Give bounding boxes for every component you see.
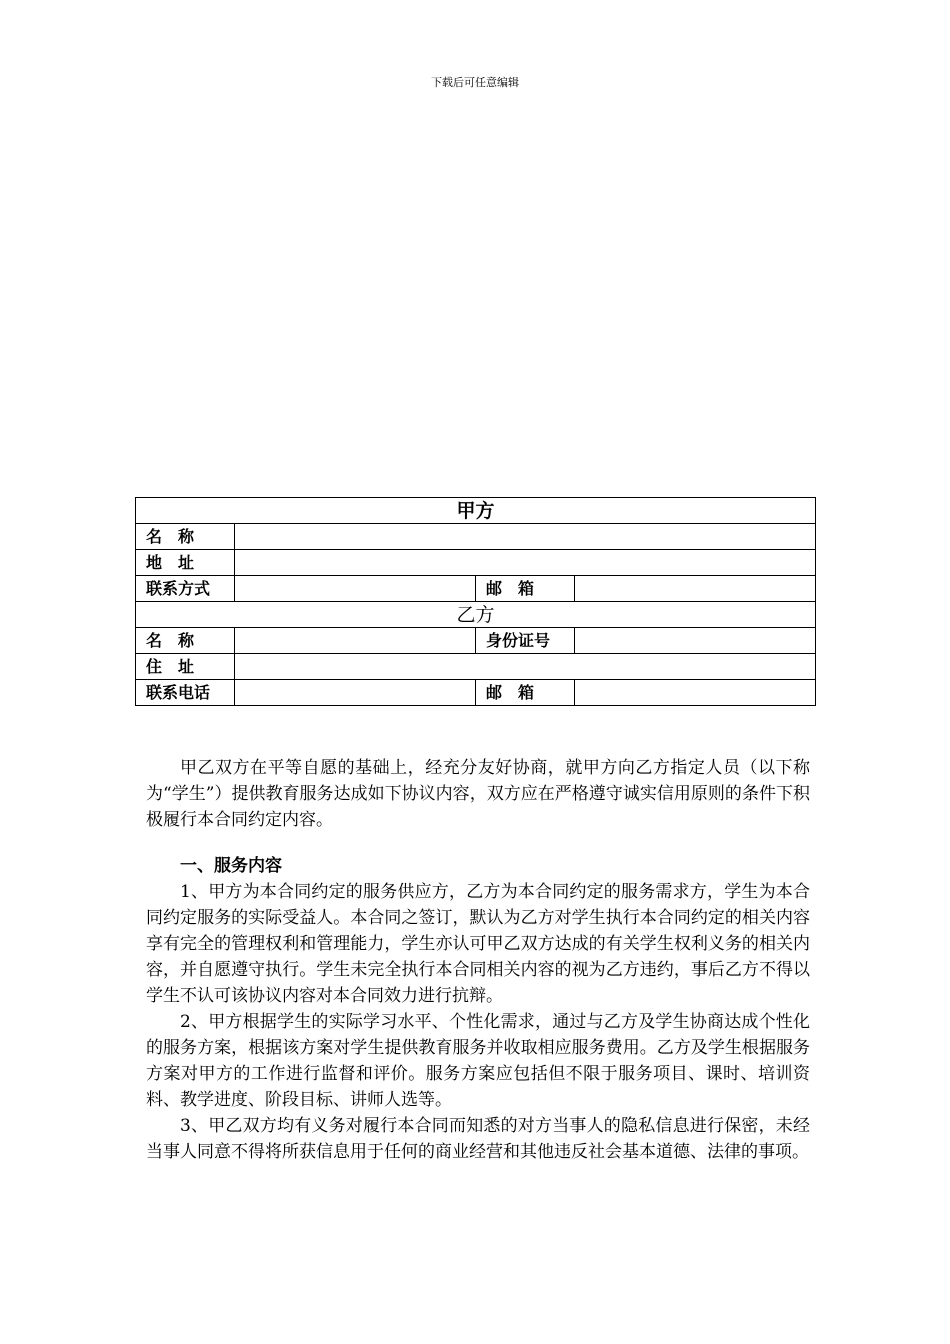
party-a-title: 甲方 [136,498,816,524]
clause-3: 3、甲乙双方均有义务对履行本合同而知悉的对方当事人的隐私信息进行保密，未经当事人同意不得将所获信息用于任何的商业经营和其他违反社会基本道德、法律的事项。 [146,1116,810,1162]
party-a-contact-value[interactable] [235,576,476,602]
party-a-address-row [136,550,816,576]
party-b-id-value[interactable] [575,628,816,654]
party-a-name-label: 名 称 [136,524,235,550]
party-b-name-value[interactable] [235,628,476,654]
party-b-email-value[interactable] [575,680,816,706]
intro-block [146,755,810,833]
header-note: 下载后可任意编辑 [431,76,519,89]
party-a-header-row [136,498,816,524]
party-a-address-label: 地 址 [136,550,235,576]
party-b-address-value[interactable] [235,654,816,680]
party-b-address-row [136,654,816,680]
party-b-phone-value[interactable] [235,680,476,706]
party-b-title: 乙方 [136,602,816,628]
party-a-address-value[interactable] [235,550,816,576]
clause-1: 1、甲方为本合同约定的服务供应方，乙方为本合同约定的服务需求方，学生为本合同约定服务的实际受益人。本合同之签订，默认为乙方对学生执行本合同约定的相关内容享有完全的管理权利和管理能力，学生亦认可甲乙双方达成的有关学生权利义务的相关内容，并自愿遵守执行。学生未完全执行本合同相关内容的视为乙方违约，事后乙方不得以学生不认可该协议内容对本合同效力进行抗辩。 [146,882,810,1006]
party-b-address-label: 住 址 [136,654,235,680]
section-heading: 一、服务内容 [180,856,282,876]
party-b-name-row [136,628,816,654]
parties-table [135,497,816,706]
party-a-contact-row [136,576,816,602]
intro-paragraph: 甲乙双方在平等自愿的基础上，经充分友好协商，就甲方向乙方指定人员（以下称为“学生”）提供教育服务达成如下协议内容，双方应在严格遵守诚实信用原则的条件下积极履行本合同约定内容。 [146,758,810,830]
party-b-phone-row [136,680,816,706]
clause-2: 2、甲方根据学生的实际学习水平、个性化需求，通过与乙方及学生协商达成个性化的服务方案，根据该方案对学生提供教育服务并收取相应服务费用。乙方及学生根据服务方案对甲方的工作进行监督和评价。服务方案应包括但不限于服务项目、课时、培训资料、教学进度、阶段目标、讲师人选等。 [146,1012,810,1110]
party-a-name-value[interactable] [235,524,816,550]
party-b-name-label: 名 称 [136,628,235,654]
party-a-name-row [136,524,816,550]
party-b-email-label: 邮 箱 [476,680,575,706]
party-a-email-value[interactable] [575,576,816,602]
party-b-phone-label: 联系电话 [136,680,235,706]
section-service-content [146,853,810,1165]
party-b-id-label: 身份证号 [476,628,575,654]
party-b-header-row [136,602,816,628]
party-a-contact-label: 联系方式 [136,576,235,602]
party-a-email-label: 邮 箱 [476,576,575,602]
